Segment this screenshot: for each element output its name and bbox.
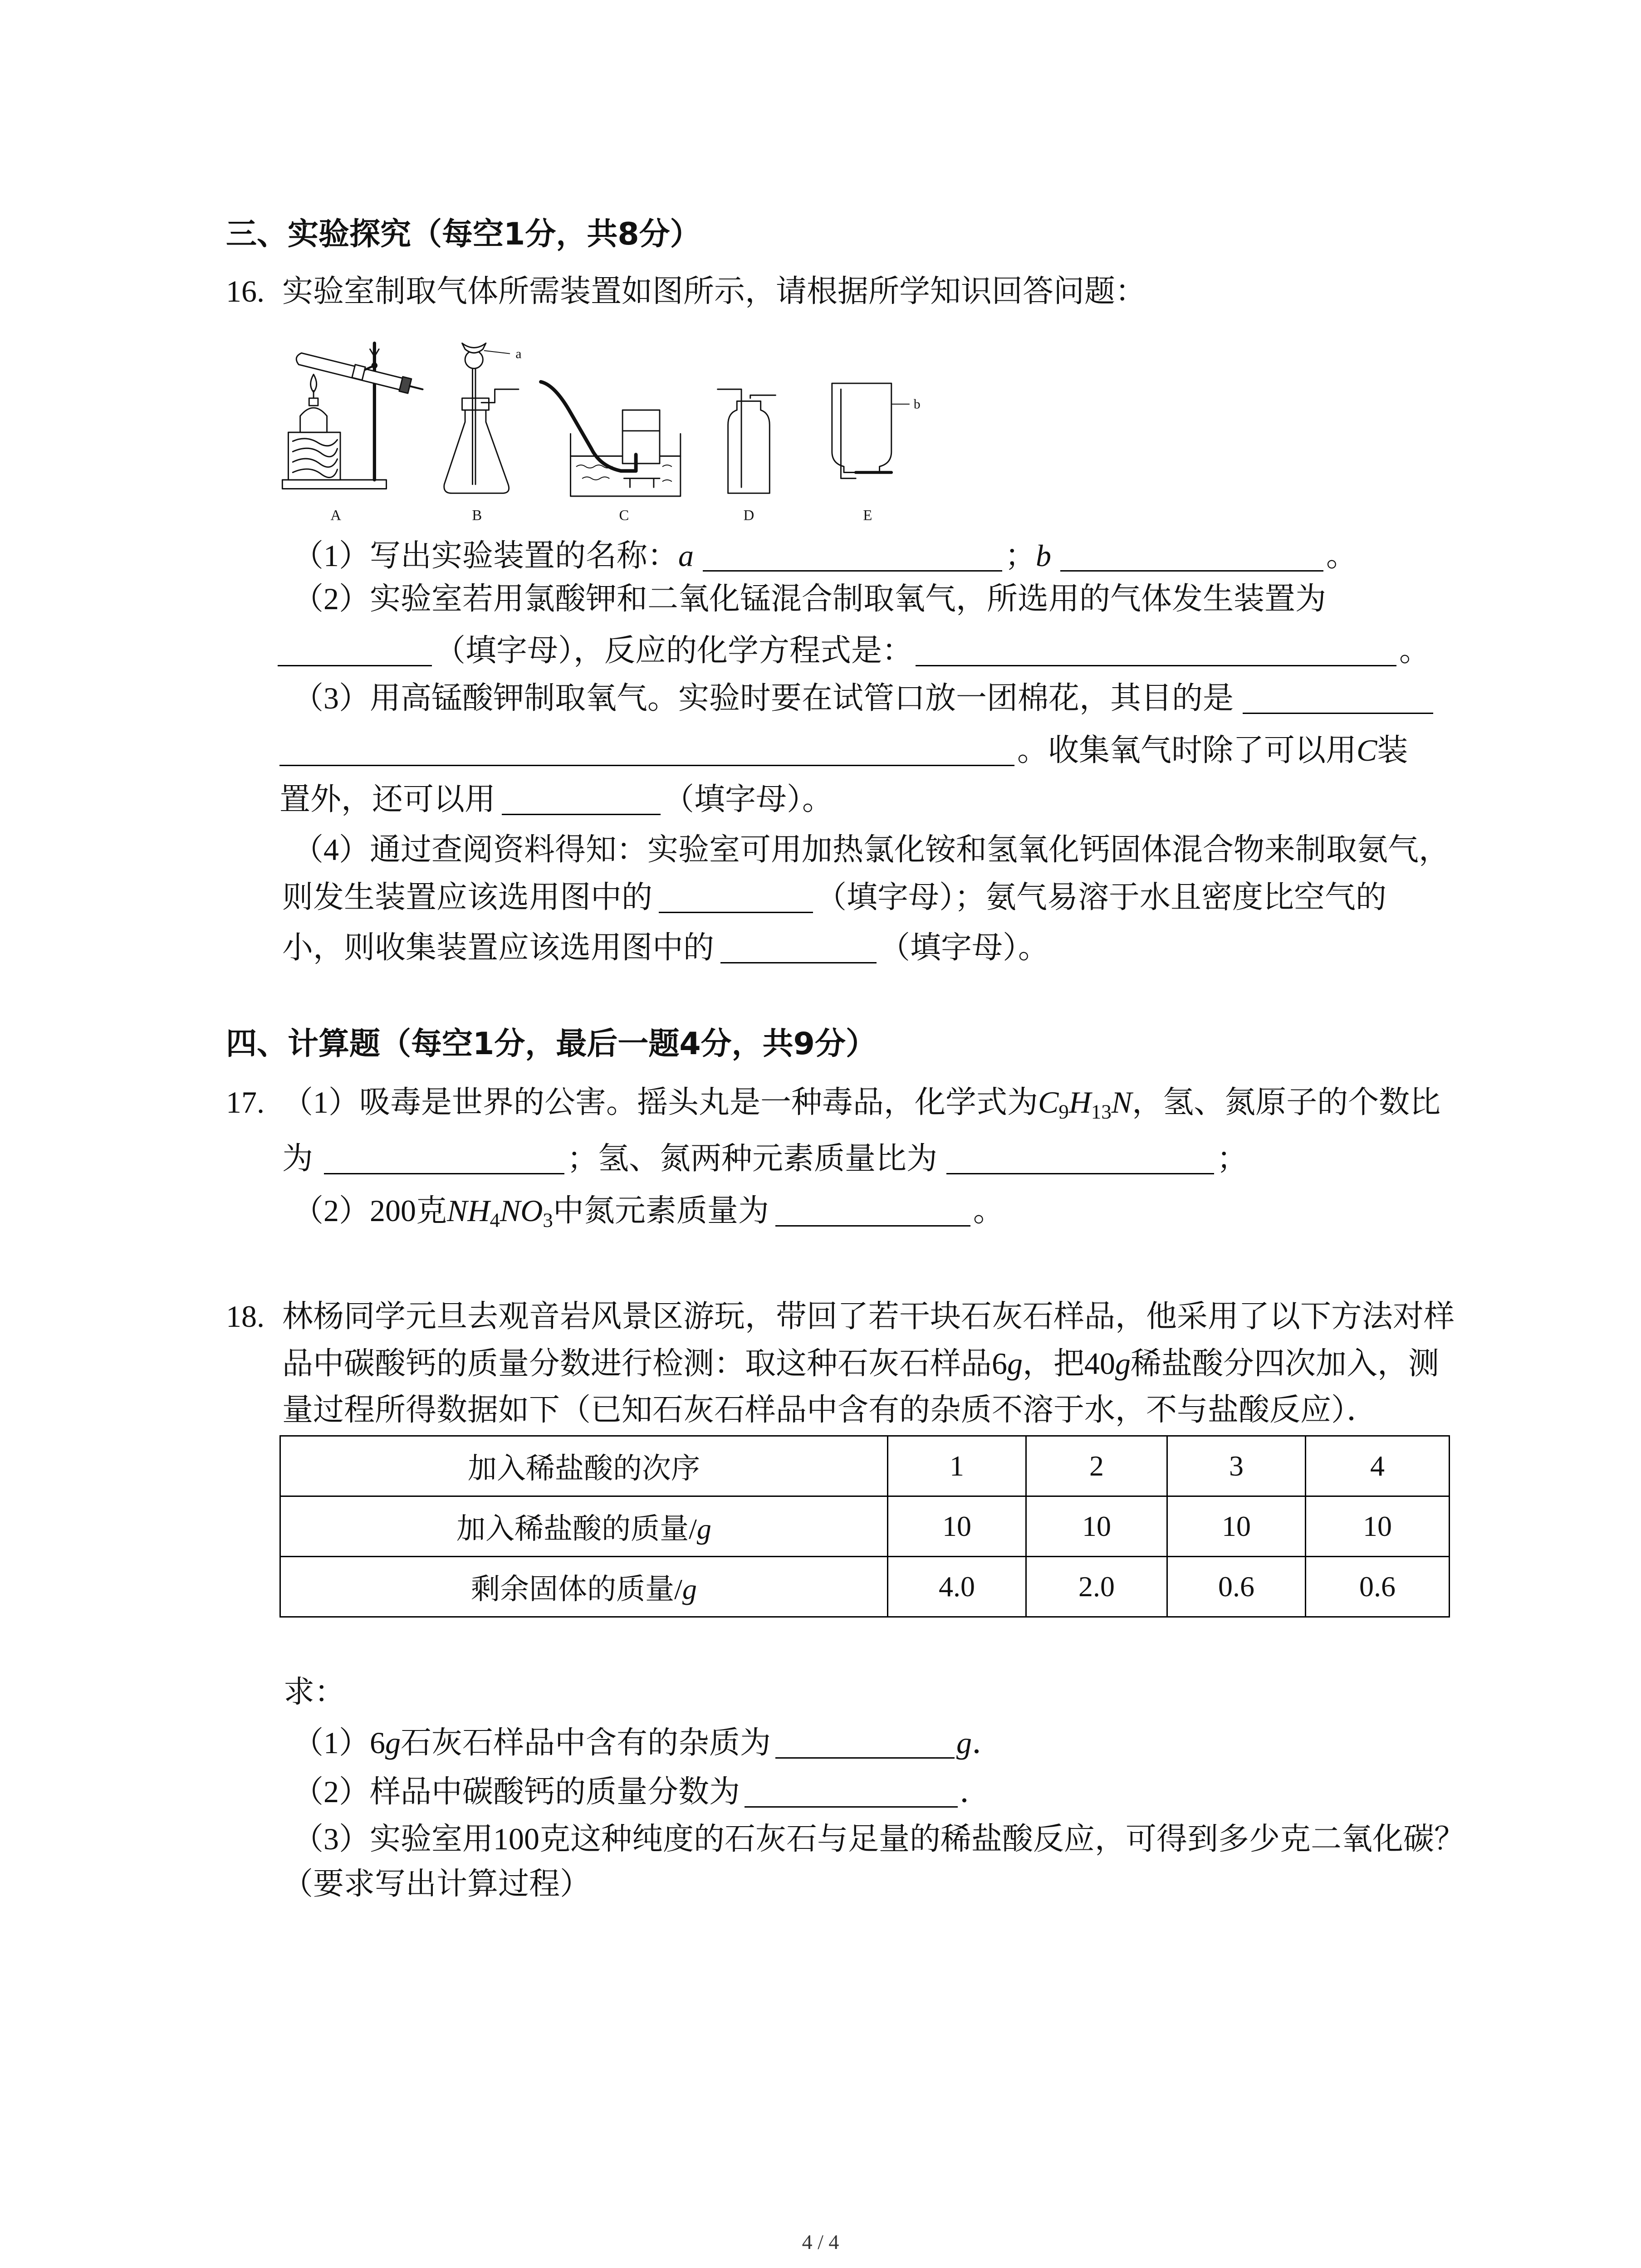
apparatus-label-c: C bbox=[619, 507, 629, 524]
answer-blank bbox=[1243, 712, 1433, 714]
question-16-part-2-line-2 bbox=[278, 635, 1430, 666]
question-16-part-4-line-3 bbox=[282, 932, 1049, 963]
part-text: （填字母），反应的化学方程式是： bbox=[435, 633, 913, 668]
answer-blank bbox=[946, 1172, 1214, 1174]
table-row bbox=[280, 1557, 1450, 1617]
table-cell: 10 bbox=[1306, 1496, 1450, 1557]
apparatus-label-b: B bbox=[472, 507, 482, 524]
formula-subscript: 9 bbox=[1058, 1100, 1069, 1123]
apparatus-label-a: A bbox=[330, 507, 342, 524]
part-text: （1）吸毒是世界的公害。摇头丸是一种毒品，化学式为 bbox=[282, 1085, 1038, 1119]
question-18-part-3-line-1: （3）实验室用100克这种纯度的石灰石与足量的稀盐酸反应，可得到多少克二氧化碳？ bbox=[293, 1822, 1465, 1856]
page-number: 4 / 4 bbox=[802, 2230, 839, 2253]
part-text: 小，则收集装置应该选用图中的 bbox=[282, 930, 715, 965]
answer-blank bbox=[324, 1172, 564, 1174]
formula-element: C bbox=[1038, 1085, 1059, 1119]
part-text: （1）6 bbox=[293, 1725, 386, 1760]
apparatus-c-water-trough bbox=[541, 382, 681, 496]
question-17-number: 17. bbox=[226, 1085, 265, 1119]
answer-blank bbox=[775, 1224, 970, 1227]
answer-blank bbox=[916, 664, 1396, 666]
question-16-stem: 实验室制取气体所需装置如图所示，请根据所学知识回答问题： bbox=[282, 274, 1146, 308]
table-row bbox=[280, 1436, 1450, 1496]
table-cell: 0.6 bbox=[1306, 1557, 1450, 1617]
answer-blank bbox=[279, 764, 1014, 766]
table-cell: 2 bbox=[1026, 1436, 1167, 1496]
question-16-part-2-line-1: （2）实验室若用氯酸钾和二氧化锰混合制取氧气，所选用的气体发生装置为 bbox=[293, 582, 1327, 616]
question-18-stem-line-2 bbox=[282, 1348, 1439, 1379]
question-18-stem-line-1: 林杨同学元旦去观音岩风景区游玩，带回了若干块石灰石样品，他采用了以下方法对样 bbox=[282, 1299, 1455, 1334]
formula-subscript: 13 bbox=[1091, 1100, 1112, 1123]
stem-text: 稀盐酸分四次加入，测 bbox=[1131, 1346, 1440, 1381]
unit-g: g bbox=[956, 1725, 972, 1760]
question-18-part-1 bbox=[293, 1727, 1003, 1759]
table-cell: 10 bbox=[1026, 1496, 1167, 1557]
part-text: 中氮元素质量为 bbox=[553, 1193, 769, 1228]
part-text: ，氢、氮原子的个数比 bbox=[1132, 1085, 1441, 1119]
apparatus-label-e: E bbox=[863, 507, 872, 524]
question-17-part-1-line-2 bbox=[282, 1143, 1248, 1174]
part-text: 则发生装置应该选用图中的 bbox=[282, 880, 653, 914]
stem-text: 品中碳酸钙的质量分数进行检测：取这种石灰石样品6 bbox=[282, 1346, 1008, 1381]
variable-c: C bbox=[1357, 733, 1377, 767]
part-text: 置外，还可以用 bbox=[279, 782, 496, 816]
question-17-part-2 bbox=[293, 1193, 1004, 1232]
separator: ； bbox=[1005, 538, 1036, 573]
question-18-part-2 bbox=[293, 1776, 990, 1808]
part-text: 装 bbox=[1377, 733, 1408, 767]
part-end: （填字母）。 bbox=[879, 930, 1049, 965]
callout-b-label: b bbox=[913, 397, 921, 412]
formula-element: H bbox=[1068, 1085, 1091, 1119]
question-16-number: 16. bbox=[226, 274, 265, 308]
part-text: 为 bbox=[282, 1141, 314, 1176]
row-label: 加入稀盐酸的质量/ bbox=[456, 1513, 697, 1545]
apparatus-label-d: D bbox=[743, 507, 754, 524]
table-cell: 4.0 bbox=[888, 1557, 1026, 1617]
answer-blank bbox=[278, 664, 432, 666]
row-unit: g bbox=[682, 1573, 697, 1605]
apparatus-a-heating-setup bbox=[282, 343, 424, 489]
part-text: （3）用高锰酸钾制取氧气。实验时要在试管口放一团棉花，其目的是 bbox=[293, 681, 1234, 715]
question-18-ask: 求： bbox=[284, 1675, 346, 1709]
answer-blank bbox=[659, 911, 813, 913]
table-cell: 10 bbox=[1167, 1496, 1306, 1557]
formula-element: N bbox=[500, 1193, 521, 1228]
section-3-title: 三、实验探究（每空1分，共8分） bbox=[226, 216, 701, 252]
formula-element: H bbox=[467, 1193, 490, 1228]
part-text: （2）样品中碳酸钙的质量分数为 bbox=[293, 1774, 740, 1809]
question-18-part-3-line-2: （要求写出计算过程） bbox=[282, 1867, 591, 1901]
part-end: 。 bbox=[1399, 633, 1430, 668]
row-unit: g bbox=[696, 1513, 711, 1545]
formula-subscript: 3 bbox=[543, 1208, 553, 1232]
answer-blank bbox=[745, 1805, 958, 1808]
row-header bbox=[280, 1496, 888, 1557]
answer-blank bbox=[502, 813, 661, 815]
answer-blank bbox=[720, 961, 877, 963]
table-cell: 0.6 bbox=[1167, 1557, 1306, 1617]
part-end: ． bbox=[960, 1774, 991, 1809]
section-4-title: 四、计算题（每空1分，最后一题4分，共9分） bbox=[226, 1026, 877, 1062]
row-label: 加入稀盐酸的次序 bbox=[468, 1452, 700, 1485]
part-end: 。 bbox=[973, 1193, 1004, 1228]
formula-element: N bbox=[1111, 1085, 1132, 1119]
question-16-part-3-line-3 bbox=[279, 784, 833, 815]
part-text: （填字母）；氨气易溶于水且密度比空气的 bbox=[816, 880, 1387, 914]
variable-a: a bbox=[678, 538, 694, 573]
apparatus-e-inverted-bottle bbox=[832, 383, 909, 479]
part-end: ； bbox=[1217, 1141, 1248, 1176]
formula-subscript: 4 bbox=[490, 1208, 500, 1232]
formula-element: O bbox=[520, 1193, 543, 1228]
apparatus-d-collecting-bottle bbox=[718, 389, 776, 493]
variable-b: b bbox=[1036, 538, 1052, 573]
answer-blank bbox=[775, 1756, 955, 1759]
part-text: 。收集氧气时除了可以用 bbox=[1017, 733, 1357, 767]
question-17-part-1-line-1 bbox=[282, 1085, 1441, 1123]
table-row bbox=[280, 1496, 1450, 1557]
part-text: 石灰石样品中含有的杂质为 bbox=[401, 1725, 771, 1760]
answer-blank bbox=[703, 569, 1002, 572]
question-16-part-4-line-2 bbox=[282, 882, 1386, 913]
table-cell: 1 bbox=[888, 1436, 1026, 1496]
table-cell: 2.0 bbox=[1026, 1557, 1167, 1617]
callout-a-label: a bbox=[515, 347, 522, 362]
experiment-data-table bbox=[279, 1435, 1450, 1618]
part-end: ． bbox=[972, 1725, 1003, 1760]
part-text: （1）写出实验装置的名称： bbox=[293, 538, 679, 573]
question-18-number: 18. bbox=[226, 1299, 265, 1334]
question-16-part-3-line-2 bbox=[279, 735, 1408, 766]
unit-g: g bbox=[385, 1725, 401, 1760]
row-label: 剩余固体的质量/ bbox=[471, 1573, 682, 1605]
table-cell: 4 bbox=[1306, 1436, 1450, 1496]
unit-g: g bbox=[1007, 1346, 1023, 1381]
unit-g: g bbox=[1115, 1346, 1131, 1381]
question-16-part-4-line-1: （4）通过查阅资料得知：实验室可用加热氯化铵和氢氧化钙固体混合物来制取氨气， bbox=[293, 832, 1450, 867]
apparatus-figure bbox=[275, 324, 936, 529]
table-cell: 3 bbox=[1167, 1436, 1306, 1496]
apparatus-b-flask bbox=[444, 343, 522, 494]
formula-element: N bbox=[447, 1193, 468, 1228]
table-cell: 10 bbox=[888, 1496, 1026, 1557]
row-header bbox=[280, 1557, 888, 1617]
question-18-stem-line-3: 量过程所得数据如下（已知石灰石样品中含有的杂质不溶于水，不与盐酸反应）． bbox=[282, 1393, 1378, 1427]
part-text: ；氢、氮两种元素质量比为 bbox=[567, 1141, 938, 1176]
question-16-part-1 bbox=[293, 540, 1357, 572]
stem-text: ，把40 bbox=[1023, 1346, 1116, 1381]
question-16-part-3-line-1 bbox=[293, 683, 1436, 714]
answer-blank bbox=[1060, 569, 1323, 572]
part-text: （2）200克 bbox=[293, 1193, 447, 1228]
part-end: （填字母）。 bbox=[663, 782, 833, 816]
row-header bbox=[280, 1436, 888, 1496]
part-end: 。 bbox=[1326, 538, 1357, 573]
